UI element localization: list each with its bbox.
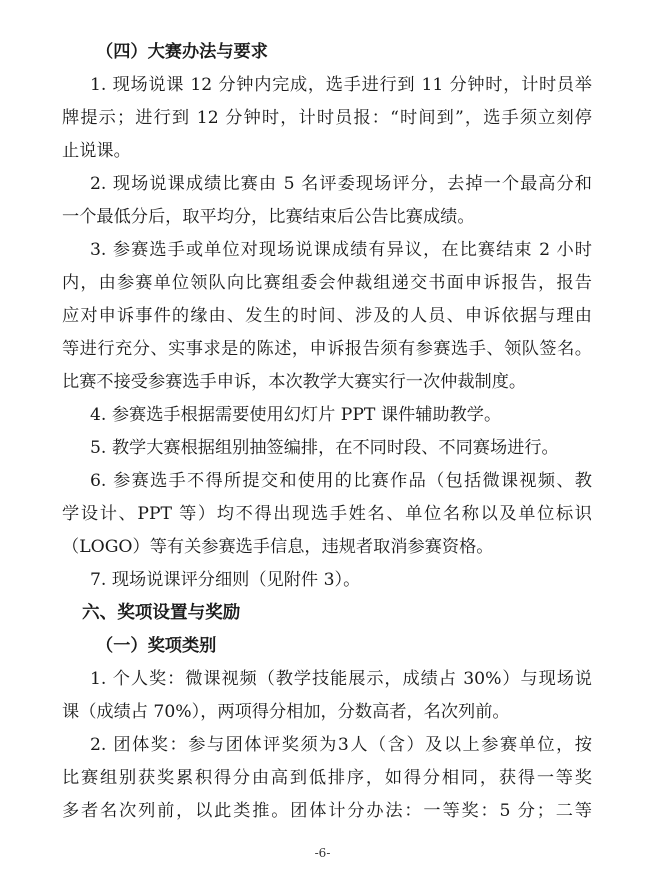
rule-1-line-2: 牌提示；进行到 12 分钟时，计时员报：“时间到”，选手须立刻停 [62, 108, 592, 128]
award-1-line-2: 课（成绩占 70%），两项得分相加，分数高者，名次列前。 [62, 702, 510, 722]
rule-1-line-3: 止说课。 [62, 141, 131, 161]
rule-3-line-2: 内，由参赛单位领队向比赛组委会仲裁组递交书面申诉报告，报告 [62, 273, 592, 293]
heading-competition-methods: （四）大赛办法与要求 [96, 42, 268, 62]
page-number: -6- [314, 846, 331, 860]
rule-6-line-2: 学设计、PPT 等）均不得出现选手姓名、单位名称以及单位标识 [62, 504, 592, 524]
rule-3-line-1: 3. 参赛选手或单位对现场说课成绩有异议，在比赛结束 2 小时 [90, 240, 592, 260]
section-6-title: 六、奖项设置与奖励 [82, 603, 241, 623]
rule-6-line-1: 6. 参赛选手不得所提交和使用的比赛作品（包括微课视频、教 [90, 471, 592, 491]
rule-7-line-1: 7. 现场说课评分细则（见附件 3）。 [90, 570, 361, 590]
rule-3-line-4: 等进行充分、实事求是的陈述，申诉报告须有参赛选手、领队签名。 [62, 339, 592, 359]
rule-1-line-1: 1. 现场说课 12 分钟内完成，选手进行到 11 分钟时，计时员举 [90, 75, 592, 95]
rule-3-line-5: 比赛不接受参赛选手申诉，本次教学大赛实行一次仲裁制度。 [62, 372, 527, 392]
award-2-line-2: 比赛组别获奖累积得分由高到低排序，如得分相同，获得一等奖 [62, 768, 592, 788]
rule-4-line-1: 4. 参赛选手根据需要使用幻灯片 PPT 课件辅助教学。 [90, 405, 502, 425]
rule-6-line-3: （LOGO）等有关参赛选手信息，违规者取消参赛资格。 [62, 537, 494, 557]
rule-2-line-1: 2. 现场说课成绩比赛由 5 名评委现场评分，去掉一个最高分和 [90, 174, 592, 194]
rule-5-line-1: 5. 教学大赛根据组别抽签编排，在不同时段、不同赛场进行。 [90, 438, 559, 458]
award-2-line-1: 2. 团体奖：参与团体评奖须为3人（含）及以上参赛单位，按 [90, 735, 592, 755]
rule-2-line-2: 一个最低分后，取平均分，比赛结束后公告比赛成绩。 [62, 207, 475, 227]
rule-3-line-3: 应对申诉事件的缘由、发生的时间、涉及的人员、申诉依据与理由 [62, 306, 592, 326]
award-1-line-1: 1. 个人奖：微课视频（教学技能展示，成绩占 30%）与现场说 [90, 669, 592, 689]
subsection-award-categories: （一）奖项类别 [96, 636, 217, 656]
award-2-line-3: 多者名次列前，以此类推。团体计分办法：一等奖：5 分；二等 [62, 801, 592, 821]
